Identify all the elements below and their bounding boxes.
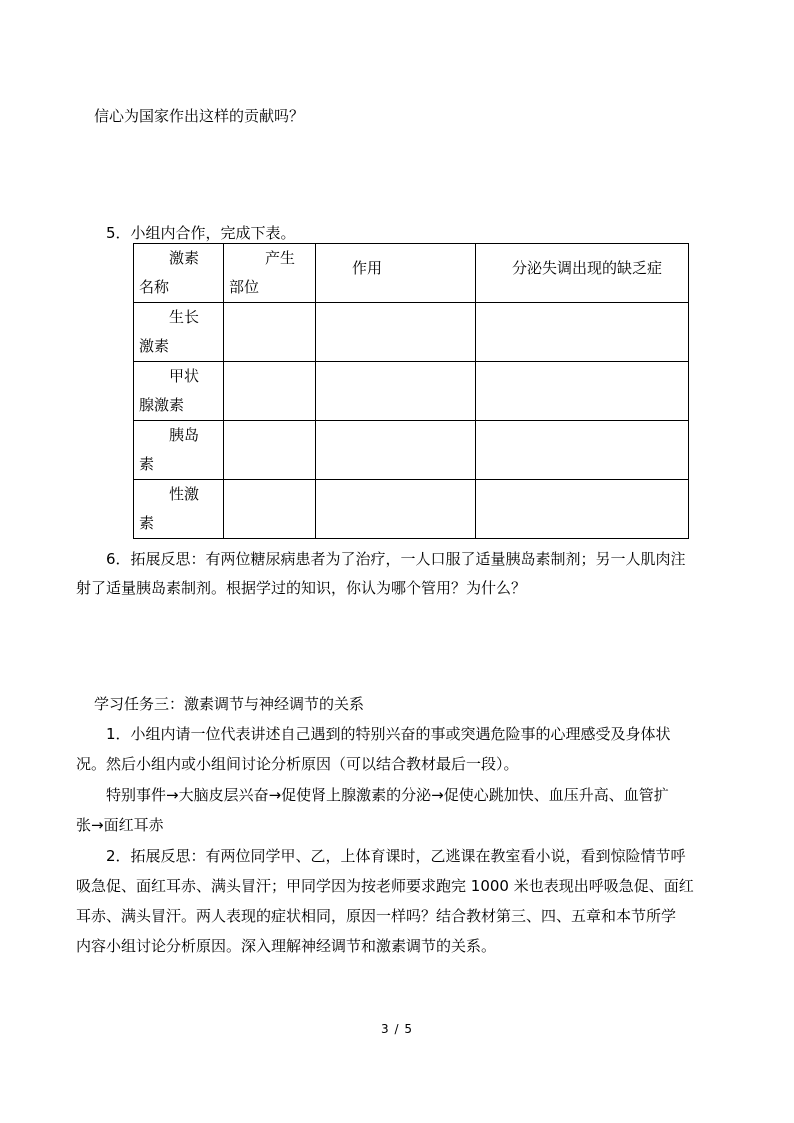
task3-p2-line1: 2．拓展反思：有两位同学甲、乙，上体育课时，乙逃课在教室看小说，看到惊险情节呼 <box>106 847 686 865</box>
cell-line: 性激 <box>169 485 200 503</box>
hormone-name-cell <box>134 362 224 421</box>
header-deficiency <box>476 244 689 303</box>
cell-line: 腺激素 <box>139 396 185 414</box>
task3-p1-line1: 1．小组内请一位代表讲述自己遇到的特别兴奋的事或突遇危险事的心理感受及身体状 <box>106 725 671 743</box>
deficiency-cell[interactable] <box>476 303 689 362</box>
task3-p1-line2: 况。然后小组内或小组间讨论分析原因（可以结合教材最后一段）。 <box>76 755 519 773</box>
cell-line: 甲状 <box>169 367 200 385</box>
header-cell-line: 激素 <box>169 249 200 267</box>
origin-cell[interactable] <box>224 480 316 539</box>
header-hormone-name <box>134 244 224 303</box>
function-cell[interactable] <box>316 421 476 480</box>
origin-cell[interactable] <box>224 421 316 480</box>
hormone-name-cell <box>134 421 224 480</box>
page-number: 3 / 5 <box>381 1022 413 1036</box>
question-6-line1: 6．拓展反思：有两位糖尿病患者为了治疗，一人口服了适量胰岛素制剂；另一人肌肉注 <box>106 550 686 568</box>
table-header-row <box>134 244 689 303</box>
origin-cell[interactable] <box>224 362 316 421</box>
task3-chain-line1: 特别事件→大脑皮层兴奋→促使肾上腺激素的分泌→促使心跳加快、血压升高、血管扩 <box>106 786 669 804</box>
question-5: 5．小组内合作，完成下表。 <box>106 224 296 242</box>
hormone-name-cell <box>134 480 224 539</box>
table-row <box>134 362 689 421</box>
text-line: 信心为国家作出这样的贡献吗？ <box>94 107 305 125</box>
task3-title: 学习任务三：激素调节与神经调节的关系 <box>94 695 365 713</box>
function-cell[interactable] <box>316 362 476 421</box>
table-row <box>134 480 689 539</box>
table-row <box>134 303 689 362</box>
deficiency-cell[interactable] <box>476 421 689 480</box>
task3-p2-line3: 耳赤、满头冒汗。两人表现的症状相同，原因一样吗？结合教材第三、四、五章和本节所学 <box>76 907 677 925</box>
table-row <box>134 421 689 480</box>
hormone-name-cell <box>134 303 224 362</box>
origin-cell[interactable] <box>224 303 316 362</box>
function-cell[interactable] <box>316 480 476 539</box>
function-cell[interactable] <box>316 303 476 362</box>
hormone-table <box>133 243 689 539</box>
cell-line: 生长 <box>169 308 200 326</box>
cell-line: 胰岛 <box>169 426 200 444</box>
header-cell-line: 名称 <box>139 278 170 296</box>
task3-p2-line4: 内容小组讨论分析原因。深入理解神经调节和激素调节的关系。 <box>76 937 497 955</box>
cell-line: 素 <box>139 455 155 473</box>
header-cell-line: 部位 <box>229 278 260 296</box>
cell-line: 激素 <box>139 337 170 355</box>
deficiency-cell[interactable] <box>476 362 689 421</box>
cell-line: 素 <box>139 514 155 532</box>
question-6-line2: 射了适量胰岛素制剂。根据学过的知识，你认为哪个管用？为什么？ <box>76 579 527 597</box>
header-function <box>316 244 476 303</box>
deficiency-cell[interactable] <box>476 480 689 539</box>
header-cell-text: 分泌失调出现的缺乏症 <box>512 259 663 277</box>
task3-p2-line2: 吸急促、面红耳赤、满头冒汗；甲同学因为按老师要求跑完 1000 米也表现出呼吸急促、面红 <box>76 877 694 895</box>
header-origin <box>224 244 316 303</box>
header-cell-text: 作用 <box>352 259 383 277</box>
task3-chain-line2: 张→面红耳赤 <box>76 816 164 834</box>
header-cell-line: 产生 <box>265 249 296 267</box>
